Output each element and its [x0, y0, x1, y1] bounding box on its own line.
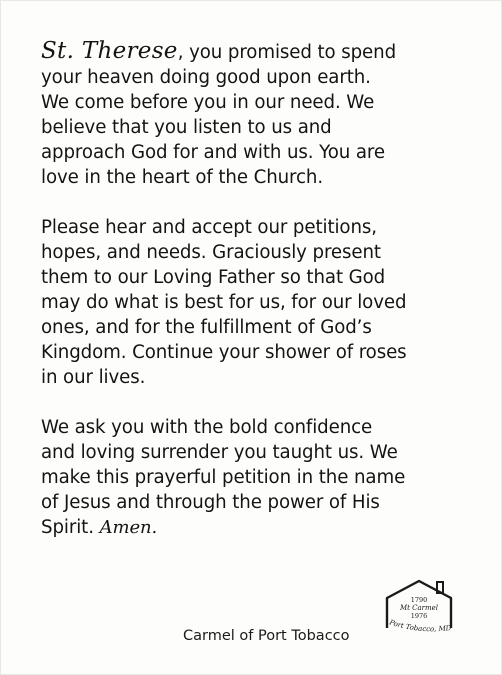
saint-name: St. Therese: [41, 38, 178, 64]
svg-text:Port Tobacco, MD: [387, 618, 452, 633]
prayer-line: hopes, and needs. Graciously present: [41, 242, 381, 263]
amen-word: Amen.: [99, 517, 158, 538]
prayer-line: believe that you listen to us and: [41, 117, 332, 138]
footer-signature: Carmel of Port Tobacco: [183, 628, 350, 644]
prayer-line: your heaven doing good upon earth.: [41, 67, 371, 88]
prayer-paragraph-2: [41, 215, 481, 390]
prayer-line: in our lives.: [41, 367, 146, 388]
prayer-line-text: , you promised to spend: [177, 42, 397, 63]
prayer-line: love in the heart of the Church.: [41, 167, 324, 188]
prayer-paragraph-1: [41, 39, 481, 190]
carmel-house-logo-icon: [379, 576, 471, 636]
prayer-line: them to our Loving Father so that God: [41, 267, 386, 288]
prayer-line: Please hear and accept our petitions,: [41, 217, 377, 238]
prayer-line: of Jesus and through the power of His: [41, 492, 380, 513]
prayer-paragraph-3: [41, 415, 481, 540]
prayer-line: approach God for and with us. You are: [41, 142, 386, 163]
prayer-line: and loving surrender you taught us. We: [41, 442, 398, 463]
prayer-line: may do what is best for us, for our loved: [41, 292, 407, 313]
prayer-line: [41, 39, 481, 65]
prayer-line: Kingdom. Continue your shower of roses: [41, 342, 407, 363]
prayer-line: ones, and for the fulfillment of God’s: [41, 317, 372, 338]
prayer-line: make this prayerful petition in the name: [41, 467, 406, 488]
prayer-line: [41, 515, 481, 540]
prayer-line: We ask you with the bold confidence: [41, 417, 373, 438]
prayer-line: We come before you in our need. We: [41, 92, 375, 113]
logo-year-top: 1790: [410, 596, 428, 604]
prayer-line-text: Spirit.: [41, 517, 100, 538]
logo-place: Port Tobacco, MD: [388, 618, 452, 634]
logo-name: Mt Carmel: [399, 604, 439, 612]
prayer-text: [41, 39, 481, 565]
logo-year-bottom: 1976: [410, 612, 428, 620]
